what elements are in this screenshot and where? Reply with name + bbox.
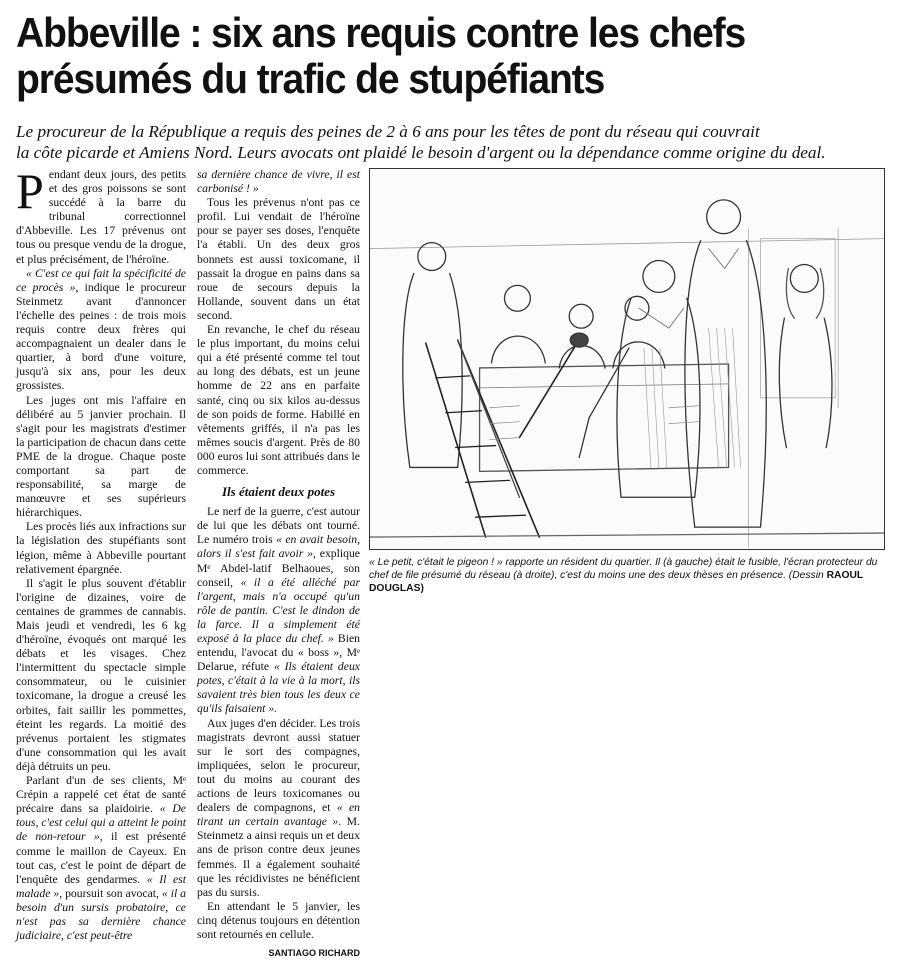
headline-line-1: Abbeville : six ans requis contre les chefs — [16, 9, 746, 56]
quote: « il a besoin d'un sursis probatoire, ce n'est pas sa dernière chance judiciaire, c'est peut-être — [16, 886, 186, 943]
quote: « Il est malade » — [16, 872, 186, 900]
standfirst-line-1: Le procureur de la République a requis des peines de 2 à 6 ans pour les têtes de pont du réseau qui couvrait — [16, 122, 760, 141]
paragraph: « C'est ce qui fait la spécificité de ce procès », indique le procureur Steinmetz avant d'annoncer l'échelle des peines : de trois mois requis contre deux frères qui accompagnaient un dealer dans le quartier, à bord d'une voiture, jusqu'à six ans, pour les deux grossistes. — [16, 266, 186, 393]
quote: « C'est ce qui fait la spécificité de ce procès » — [16, 266, 186, 294]
caption-text: « Le petit, c'était le pigeon ! » rapporte un résident du quartier. Il (à gauche) était le fusible, l'écran protecteur du chef de file présumé du réseau (à droite), c'est du moins une des deux thèses en présence. (Dessin — [369, 557, 878, 581]
paragraph: Il s'agit le plus souvent d'établir l'origine de dizaines, voire de centaines de grammes de cannabis. Mais jeudi et vendredi, les 6 kg d'héroïne, évoqués ont marqué les débats et les visages. Chez l'intermittent du spectacle simple consommateur, ou le cuisinier toxicomane, la drogue a creusé les orbites, fait saillir les pommettes, éteint les regards. La moitié des prévenus portaient les stigmates d'une consommation qui les avait déjà détruits un peu. — [16, 576, 186, 773]
paragraph: Les juges ont mis l'affaire en délibéré au 5 janvier prochain. Il s'agit pour les magistrats d'estimer la participation de chacun dans cette PME de la drogue. Chaque poste comportant sa part de responsabilité, sa marge de manœuvre et ses supérieurs hiérarchiques. — [16, 393, 186, 520]
article-column-2 — [197, 168, 360, 960]
caption-credit: RAOUL DOUGLAS) — [369, 570, 864, 594]
quote: « en avait besoin, alors il s'est fait avoir » — [197, 533, 360, 561]
standfirst — [16, 121, 886, 163]
paragraph: Les procès liés aux infractions sur la législation des stupéfiants sont légion, même à Abbeville pourtant relativement épargnée. — [16, 520, 186, 576]
headline-line-2: présumés du trafic de stupéfiants — [16, 55, 605, 102]
quote: « il a été alléché par l'argent, mais n'a occupé qu'un rôle de pantin. C'est le dindon de la farce. Il a simplement été exposé à la place du chef. » — [197, 575, 360, 645]
quote: « en tirant un certain avantage » — [197, 801, 360, 829]
courtroom-sketch — [370, 169, 884, 549]
paragraph: Aux juges d'en décider. Les trois magistrats devront aussi statuer sur le sort des compagnes, impliquées, selon le procureur, tout du moins au courant des actions de leurs toxicomanes ou dealers de compagnons, et « en tirant un certain avantage ». M. Steinmetz a ainsi requis un et deux ans de prison contre deux jeunes femmes. Il a également souhaité que les récidivistes ne bénéficient pas du sursis. — [197, 716, 360, 899]
quote: « De tous, c'est celui qui a atteint le point de non-retour » — [16, 802, 186, 844]
byline: SANTIAGO RICHARD — [268, 948, 360, 959]
quote: « Ils étaient deux potes, c'était à la vie à la mort, ils savaient très bien tous les deux ce qu'ils faisaient ». — [197, 660, 360, 716]
quote: sa dernière chance de vivre, il est carbonisé ! » — [197, 168, 360, 196]
paragraph — [197, 168, 360, 196]
paragraph: Le nerf de la guerre, c'est autour de lui que les débats ont tourné. Le numéro trois « en avait besoin, alors il s'est fait avoir », explique Mᵉ Abdel-latif Belhaoues, son conseil, « il a été alléché par l'argent, mais n'a occupé qu'un rôle de pantin. C'est le dindon de la farce. Il a simplement été exposé à la place du chef. » Bien entendu, l'avocat du « boss », Mᵉ Delarue, réfute « Ils étaient deux potes, c'était à la vie à la mort, ils savaient très bien tous les deux ce qu'ils faisaient ». — [197, 505, 360, 716]
paragraph: Pendant deux jours, des petits et des gros poissons se sont succédé à la barre du tribunal correctionnel d'Abbeville. Les 17 prévenus ont tous ou presque vendu de la drogue, et plus précisément, de l'héroïne. — [16, 163, 186, 266]
courtroom-illustration — [369, 168, 885, 550]
paragraph: Tous les prévenus n'ont pas ce profil. Lui vendait de l'héroïne pour se payer ses doses, l'enquête l'a établi. Un des deux gros bonnets est aussi toxicomane, il passait la drogue en pains dans sa roue de secours depuis la Hollande, souvent dans un état second. — [197, 196, 360, 322]
headline — [16, 10, 825, 102]
paragraph: Parlant d'un de ses clients, Mᵉ Crépin a rappelé cet état de santé précaire dans sa plaidoirie. « De tous, c'est celui qui a atteint le point de non-retour », il est présenté comme le maillon de Cayeux. En tout cas, c'est le point de départ de l'enquête des gendarmes. « Il est malade », poursuit son avocat, « il a besoin d'un sursis probatoire, ce n'est pas sa dernière chance judiciaire, c'est peut-être — [16, 774, 186, 943]
article-column-1 — [16, 163, 186, 943]
paragraph: En revanche, le chef du réseau le plus important, du moins celui qui a été présenté comme tel tout au long des débats, est un jeune homme de 22 ans en parfaite santé, cinq ou six kilos au-dessus de son poids de forme. Habillé en vêtements griffés, il n'a pas les mêmes soucis d'argent. Près de 80 000 euros lui sont attribués dans le commerce. — [197, 323, 360, 477]
paragraph: En attendant le 5 janvier, les cinq détenus toujours en détention sont retournés en cellule. — [197, 899, 360, 941]
drop-cap: P — [16, 163, 44, 219]
subheading: Ils étaient deux potes — [221, 484, 336, 500]
standfirst-line-2: la côte picarde et Amiens Nord. Leurs avocats ont plaidé le besoin d'argent ou la dépendance comme origine du deal. — [16, 143, 826, 162]
photo-caption — [369, 556, 885, 595]
